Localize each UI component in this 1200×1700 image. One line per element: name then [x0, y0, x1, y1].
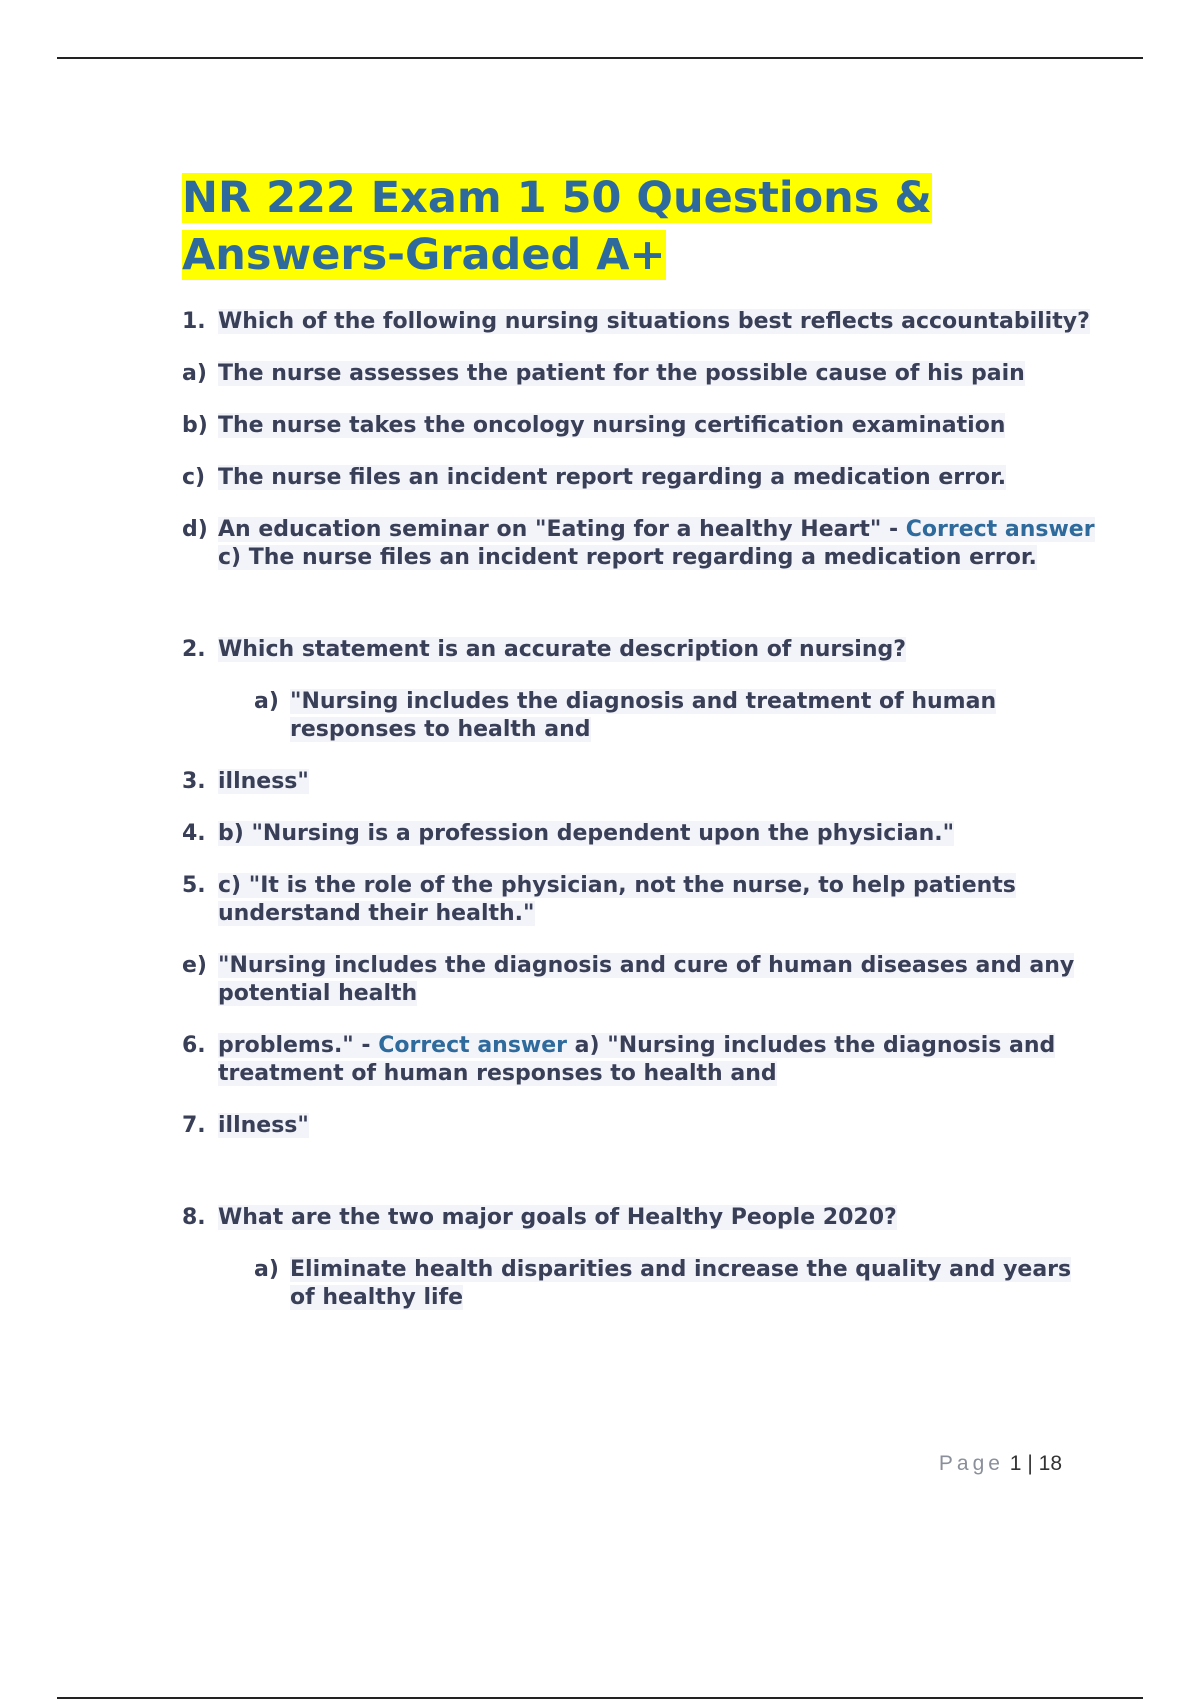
correct-answer-label: Correct answer: [378, 1033, 568, 1058]
list-item-text: illness": [218, 1113, 309, 1138]
list-marker: 2.: [182, 637, 206, 662]
list-item: [182, 820, 1102, 848]
list-marker: e): [182, 953, 207, 978]
question-text: What are the two major goals of Healthy People 2020?: [218, 1205, 897, 1230]
question-item: [182, 636, 1102, 664]
option-text: The nurse takes the oncology nursing certification examination: [218, 413, 1006, 438]
footer-rule: [57, 1697, 1143, 1699]
list-marker: 1.: [182, 309, 206, 334]
correct-answer-label: Correct answer: [905, 517, 1095, 542]
current-page: 1: [1009, 1452, 1022, 1475]
list-marker: 4.: [182, 821, 206, 846]
list-marker: a): [254, 689, 279, 714]
option-item: [182, 516, 1102, 572]
option-text: The nurse files an incident report regarding a medication error.: [218, 465, 1007, 490]
header-rule: [57, 57, 1143, 59]
list-item-text: c) "It is the role of the physician, not the nurse, to help patients understand their health.": [218, 873, 1016, 926]
title-line-1: NR 222 Exam 1 50 Questions &: [182, 173, 932, 223]
page-separator: |: [1027, 1452, 1033, 1475]
list-marker: c): [182, 465, 206, 490]
list-item-text: problems." -: [218, 1033, 379, 1058]
list-item-text: b) "Nursing is a profession dependent upon the physician.": [218, 821, 955, 846]
question-text: Which of the following nursing situations best reflects accountability?: [218, 309, 1090, 334]
list-marker: 5.: [182, 873, 206, 898]
option-item: [254, 688, 1102, 744]
total-pages: 18: [1038, 1452, 1062, 1475]
option-item: [254, 1256, 1102, 1312]
list-item: [182, 768, 1102, 796]
list-marker: b): [182, 413, 208, 438]
list-item: [182, 1032, 1102, 1088]
question-item: [182, 1204, 1102, 1232]
title-line-2: Answers-Graded A+: [182, 230, 666, 280]
list-item-text: illness": [218, 769, 309, 794]
option-item: [182, 412, 1102, 440]
question-item: [182, 308, 1102, 336]
page-number-footer: [900, 1452, 1062, 1476]
option-text: The nurse assesses the patient for the possible cause of his pain: [218, 361, 1025, 386]
option-text: "Nursing includes the diagnosis and treatment of human responses to health and: [290, 689, 997, 742]
list-marker: a): [254, 1257, 279, 1282]
list-marker: 8.: [182, 1205, 206, 1230]
option-text: "Nursing includes the diagnosis and cure of human diseases and any potential health: [218, 953, 1075, 1006]
list-marker: a): [182, 361, 207, 386]
document-body: [182, 170, 1102, 1336]
answer-text: a) "Nursing includes the diagnosis and treatment of human responses to health and: [218, 1033, 1056, 1086]
list-item: [182, 1112, 1102, 1140]
answer-text: c) The nurse files an incident report regarding a medication error.: [218, 545, 1037, 570]
list-marker: d): [182, 517, 208, 542]
option-item: [182, 464, 1102, 492]
list-marker: 3.: [182, 769, 206, 794]
document-title: [182, 170, 1102, 284]
option-text: An education seminar on "Eating for a healthy Heart" -: [218, 517, 906, 542]
question-text: Which statement is an accurate description of nursing?: [218, 637, 907, 662]
option-text: Eliminate health disparities and increase the quality and years of healthy life: [290, 1257, 1072, 1310]
list-marker: 6.: [182, 1033, 206, 1058]
page-label: Page: [938, 1452, 1004, 1475]
option-item: [182, 360, 1102, 388]
list-marker: 7.: [182, 1113, 206, 1138]
list-item: [182, 872, 1102, 928]
option-item: [182, 952, 1102, 1008]
